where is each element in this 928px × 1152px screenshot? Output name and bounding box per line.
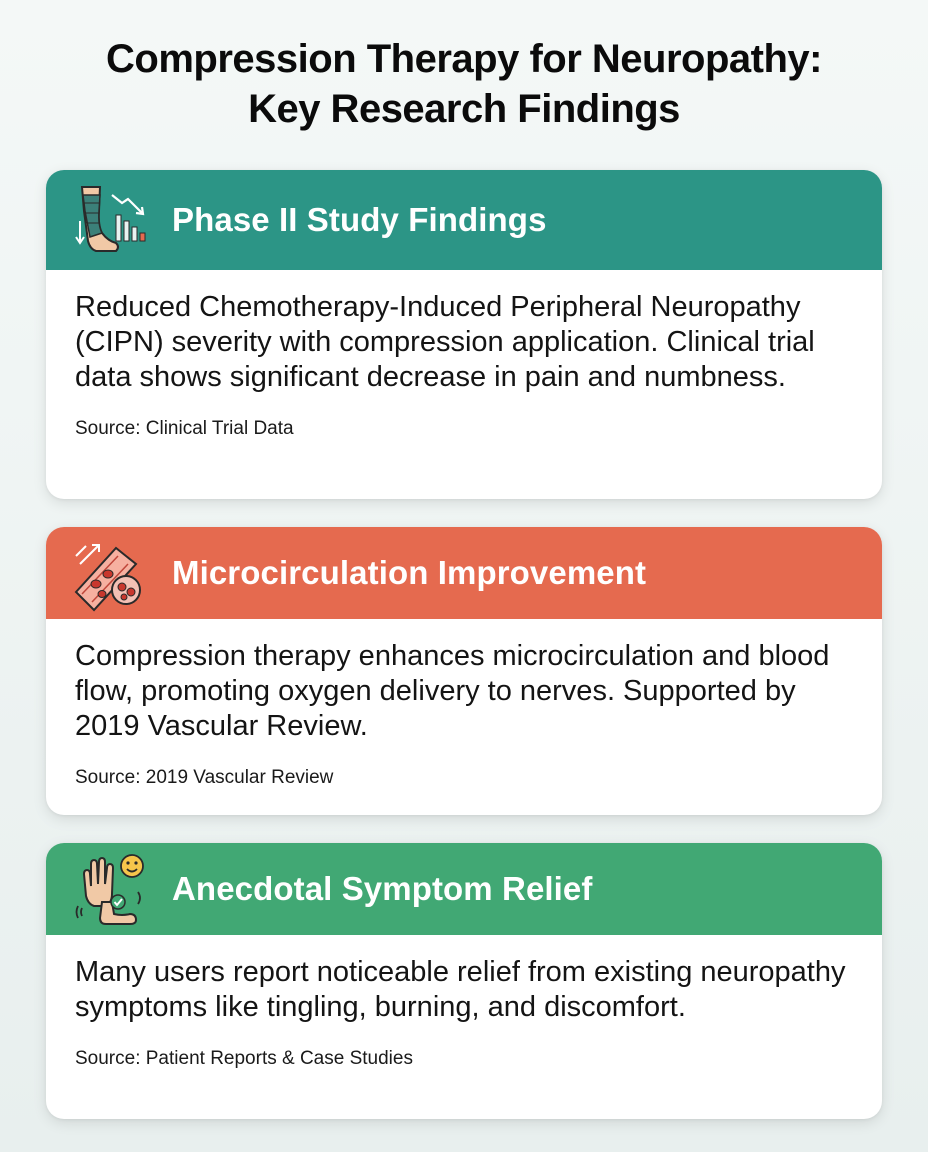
card-title: Anecdotal Symptom Relief	[172, 870, 593, 907]
card-microcirculation	[46, 527, 882, 815]
leg-compression-chart-down-icon	[72, 181, 150, 259]
blood-vessel-cells-icon	[72, 534, 150, 612]
page-title-line-2: Key Research Findings	[248, 87, 680, 131]
card-source: Source: Clinical Trial Data	[75, 418, 294, 439]
card-header	[46, 843, 882, 935]
hand-foot-smiley-icon	[72, 850, 150, 928]
card-title: Phase II Study Findings	[172, 201, 547, 238]
card-anecdotal-relief	[46, 843, 882, 1119]
card-description: Reduced Chemotherapy-Induced Peripheral Neuropathy (CIPN) severity with compression application. Clinical trial data shows significant decrease in pain and numbness.	[75, 291, 815, 393]
page-title	[0, 34, 928, 134]
card-source: Source: Patient Reports & Case Studies	[75, 1048, 413, 1069]
card-header	[46, 170, 882, 270]
card-source: Source: 2019 Vascular Review	[75, 767, 334, 788]
card-body	[46, 619, 882, 815]
card-title: Microcirculation Improvement	[172, 554, 647, 591]
card-phase-ii-study	[46, 170, 882, 499]
card-header	[46, 527, 882, 619]
card-description: Many users report noticeable relief from existing neuropathy symptoms like tingling, burning, and discomfort.	[75, 956, 846, 1023]
card-description: Compression therapy enhances microcirculation and blood flow, promoting oxygen delivery to nerves. Supported by 2019 Vascular Review.	[75, 640, 830, 742]
card-body	[46, 270, 882, 499]
page-title-line-1: Compression Therapy for Neuropathy:	[106, 37, 822, 81]
card-body	[46, 935, 882, 1119]
